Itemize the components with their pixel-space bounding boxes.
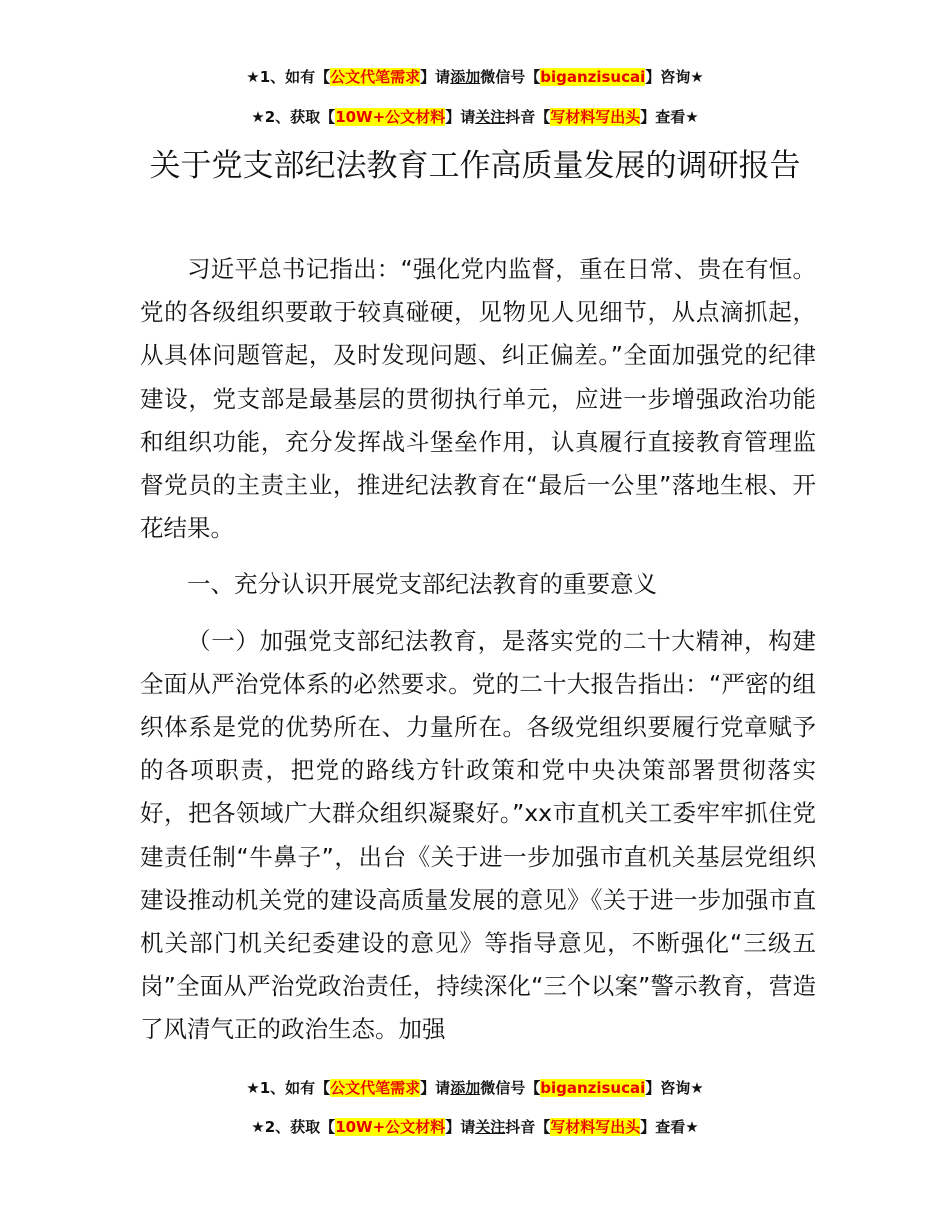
promo-underlined-text: 添加: [450, 1079, 481, 1097]
footer-promo-line-2: [0, 1116, 950, 1138]
promo-highlight-materials: 10W+公文材料: [335, 108, 446, 126]
promo-highlight-service: 公文代笔需求: [330, 68, 421, 86]
promo-text: 】请: [445, 1118, 476, 1136]
header-promo-line-2: [0, 106, 950, 128]
promo-text: 】查看★: [640, 1118, 699, 1136]
document-title: 关于党支部纪法教育工作高质量发展的调研报告: [149, 148, 801, 184]
promo-text: 抖音【: [505, 1118, 551, 1136]
promo-text: ★1、如有【: [246, 68, 331, 86]
promo-text: ★2、获取【: [251, 1118, 336, 1136]
footer-promo-line-1: [0, 1077, 950, 1099]
promo-text: ★2、获取【: [251, 108, 336, 126]
promo-text: 微信号【: [480, 1079, 541, 1097]
section-heading: 一、充分认识开展党支部纪法教育的重要意义: [187, 570, 657, 599]
promo-highlight-douyin: 写材料写出头: [550, 108, 641, 126]
promo-underlined-text: 关注: [475, 1118, 506, 1136]
promo-text: 】请: [420, 1079, 451, 1097]
promo-highlight-materials: 10W+公文材料: [335, 1118, 446, 1136]
promo-text: 】请: [445, 108, 476, 126]
promo-underlined-text: 添加: [450, 68, 481, 86]
intro-paragraph: 习近平总书记指出：“强化党内监督，重在日常、贵在有恒。党的各级组织要敢于较真碰硬，见物见人见细节，从点滴抓起，从具体问题管起，及时发现问题、纠正偏差。”全面加强党的纪律建设，党支部是最基层的贯彻执行单元，应进一步增强政治功能和组织功能，充分发挥战斗堡垒作用，认真履行直接教育管理监督党员的主责主业，推进纪法教育在“最后一公里”落地生根、开花结果。: [140, 255, 816, 543]
promo-text: 抖音【: [505, 108, 551, 126]
promo-text: 微信号【: [480, 68, 541, 86]
promo-highlight-service: 公文代笔需求: [330, 1079, 421, 1097]
header-promo-line-1: [0, 66, 950, 88]
body-paragraph: （一）加强党支部纪法教育，是落实党的二十大精神，构建全面从严治党体系的必然要求。党的二十大报告指出：“严密的组织体系是党的优势所在、力量所在。各级党组织要履行党章赋予的各项职责，把党的路线方针政策和党中央决策部署贯彻落实好，把各领域广大群众组织凝聚好。”xx市直机关工委牢牢抓住党建责任制“牛鼻子”，出台《关于进一步加强市直机关基层党组织建设推动机关党的建设高质量发展的意见》《关于进一步加强市直机关部门机关纪委建设的意见》等指导意见，不断强化“三级五岗”全面从严治党政治责任，持续深化“三个以案”警示教育，营造了风清气正的政治生态。加强: [140, 626, 816, 1044]
promo-text: 】查看★: [640, 108, 699, 126]
promo-text: 】咨询★: [645, 1079, 704, 1097]
promo-highlight-douyin: 写材料写出头: [550, 1118, 641, 1136]
document-body: [140, 248, 816, 1052]
promo-highlight-wechat-id: biganzisucai: [540, 68, 646, 86]
promo-underlined-text: 关注: [475, 108, 506, 126]
promo-text: 】咨询★: [645, 68, 704, 86]
promo-text: ★1、如有【: [246, 1079, 331, 1097]
promo-text: 】请: [420, 68, 451, 86]
promo-highlight-wechat-id: biganzisucai: [540, 1079, 646, 1097]
